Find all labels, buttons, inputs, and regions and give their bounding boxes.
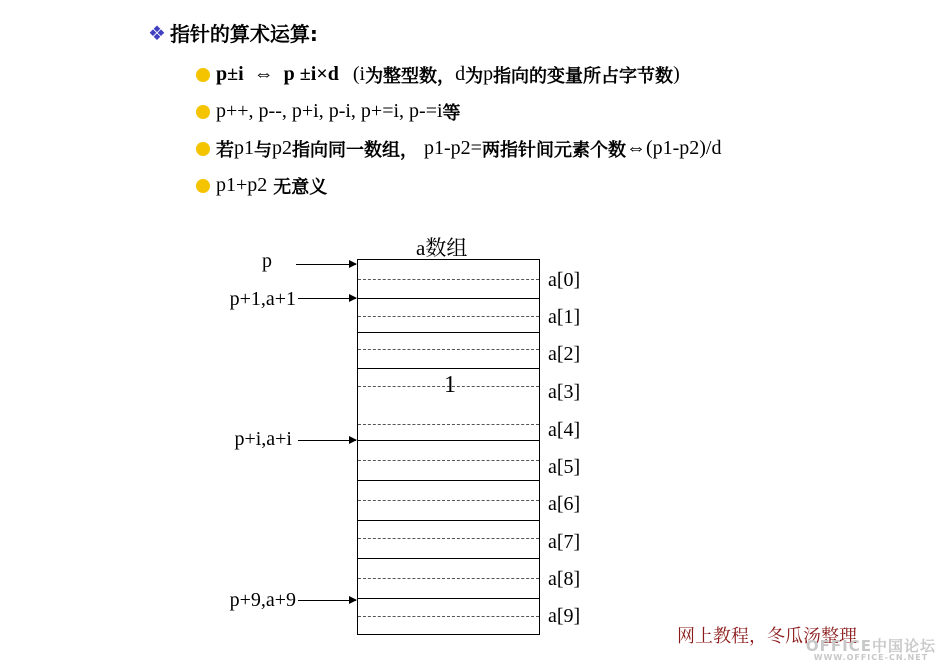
index-label: a[8] — [548, 568, 581, 590]
note-text: 与 — [254, 139, 272, 161]
element-divider — [358, 440, 539, 441]
dashed-divider — [358, 424, 539, 425]
index-label: a[0] — [548, 269, 581, 291]
watermark-url: WWW.OFFICE-CN.NET — [813, 653, 929, 662]
dashed-divider — [358, 500, 539, 501]
pointer-label: p+1,a+1 — [229, 288, 296, 310]
formula-text: p±i — [216, 63, 244, 85]
dashed-divider — [358, 616, 539, 617]
formula-text: p1-p2= — [424, 137, 482, 159]
dashed-divider — [358, 460, 539, 461]
index-label: a[1] — [548, 306, 581, 328]
watermark-title: OFFICE中国论坛 — [805, 637, 936, 655]
note-text: 两指针间元素个数 — [481, 139, 626, 161]
note-text: 为整型数， — [365, 65, 456, 87]
dashed-divider — [358, 349, 539, 350]
arrow-right-icon — [298, 298, 356, 299]
element-divider — [358, 558, 539, 559]
formula-text: p1+p2 — [216, 174, 268, 196]
element-divider — [358, 598, 539, 599]
index-label: a[2] — [548, 343, 581, 365]
note-text: 指向的变量所占字节数 — [493, 65, 674, 87]
dashed-divider — [358, 279, 539, 280]
element-divider — [358, 520, 539, 521]
arrow-right-icon — [296, 264, 356, 265]
dashed-divider — [358, 316, 539, 317]
note-text: d — [455, 63, 466, 85]
dashed-divider — [358, 538, 539, 539]
formula-text: ⇔(p1-p2)/d — [625, 137, 722, 159]
note-text: 等 — [442, 102, 461, 124]
pointer-label: p — [262, 250, 272, 272]
dashed-divider — [358, 578, 539, 579]
index-label: a[6] — [548, 493, 581, 515]
element-divider — [358, 368, 539, 369]
note-text: 若 — [216, 139, 234, 161]
index-label: a[5] — [548, 456, 581, 478]
arrow-right-icon — [298, 600, 356, 601]
slide-title-text: 指针的算术运算: — [169, 22, 318, 46]
note-text: 无意义 — [273, 176, 328, 198]
array-caption: a数组 — [416, 236, 468, 260]
note-text: 为 — [465, 65, 484, 87]
element-divider — [358, 480, 539, 481]
index-label: a[3] — [548, 381, 581, 403]
index-label: a[7] — [548, 531, 581, 553]
note-text: (i — [352, 63, 366, 85]
arrow-right-icon — [298, 440, 356, 441]
formula-text: p1 — [234, 137, 254, 159]
formula-text: p2 — [272, 137, 292, 159]
equivalence-icon: ⇔ — [253, 63, 274, 85]
element-divider — [358, 298, 539, 299]
formula-text: p++, p--, p+i, p-i, p+=i, p-=i — [216, 100, 443, 122]
index-label: a[9] — [548, 605, 581, 627]
footer-credit: 网上教程，冬瓜汤整理 — [677, 626, 857, 647]
site-watermark — [806, 639, 936, 662]
pointer-label: p+i,a+i — [234, 428, 292, 450]
note-text: p — [483, 63, 494, 85]
diamond-bullet-icon: ❖ — [148, 20, 166, 45]
note-text: 指向同一数组， — [292, 139, 418, 161]
note-text: ) — [673, 63, 680, 85]
pointer-label: p+9,a+9 — [229, 589, 296, 611]
formula-text: p ±i×d — [283, 63, 339, 85]
array-box — [357, 259, 540, 635]
element-divider — [358, 332, 539, 333]
center-label: 1 — [444, 372, 456, 398]
index-label: a[4] — [548, 419, 581, 441]
